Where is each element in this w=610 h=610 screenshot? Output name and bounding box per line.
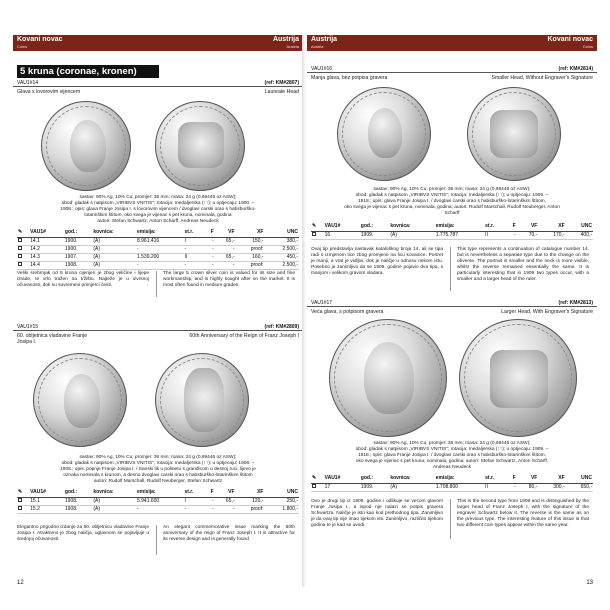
section-title: 5 kruna (coronae, kronen) <box>17 65 159 78</box>
cell: 160,- <box>236 253 265 261</box>
cell: I <box>183 237 204 245</box>
spec-line: 1908.; opis: glava Franje Josipa I. s lovorovim vijencem / dvoglavi carski orao s habsburško- <box>60 207 256 212</box>
cell: 1.539.200 <box>136 253 183 261</box>
header-left-title: Austrija <box>311 36 338 43</box>
cell: - <box>205 253 215 261</box>
spec-line: obod: gladak s natpisom „VIRIBVS VNITIS"; rotacija: medaljerska (↑↑); u optjecaju: 1909. – <box>355 193 549 198</box>
price-table <box>311 475 593 492</box>
right-page <box>307 35 597 587</box>
col-header: VAU1# <box>324 475 360 483</box>
coin-reverse-image <box>467 87 561 181</box>
title-english: Laureate Head <box>264 89 299 95</box>
cell: 1.800,- <box>264 505 299 513</box>
catalog-line <box>307 65 597 73</box>
note-croatian: Ovaj tip predstavlja nastavak kataloškog broja 14, ali se tipa radi o izmjenom lice zbog promjene na licu kovanice. Portret je manji, a vrat je vidljivi, dok je naličje u odnosu nekom istu. Posebno je zanimljivo da se 1909. godine pojavio dva tipa, s manjom i velikom gravom vladara. <box>311 247 443 276</box>
cell: 1908. <box>64 497 92 505</box>
cell: 14.4 <box>29 261 64 269</box>
col-header: XF <box>236 229 265 237</box>
cell: 150,- <box>236 237 265 245</box>
col-header: XF <box>538 475 565 483</box>
cell: 650,- <box>566 483 593 491</box>
cell: - <box>136 245 183 253</box>
spec-line: sastav: 90% Ag, 10% Cu; promjer: 36 mm; masa: 24 g (0,69446 oz ASW); <box>79 455 237 460</box>
column-divider <box>450 499 451 539</box>
coin-obverse-image <box>329 319 447 437</box>
cell: proof: <box>236 505 265 513</box>
cell: 70,- <box>517 231 539 239</box>
cell: 1.708.800 <box>435 483 484 491</box>
cell: I <box>183 497 204 505</box>
col-header: st.r. <box>183 229 204 237</box>
cell: - <box>205 505 215 513</box>
km-reference: (ref: KM#2809) <box>264 324 299 330</box>
table-row <box>311 231 593 239</box>
catalog-number: VAU1#17 <box>311 300 333 306</box>
cell: 1909. <box>360 483 390 491</box>
catalog-line <box>13 79 303 87</box>
cell: - <box>215 505 236 513</box>
title-croatian: Glava s lovorovim vijencem <box>17 89 81 95</box>
catalog-number: VAU1#14 <box>17 80 39 86</box>
note-english: The large 5 crown silver coin is valued for its size and fine workmanship, and is highly sought after on the market. It is most often found in medium grades. <box>163 271 295 288</box>
spec-line: sastav: 90% Ag, 10% Cu; promjer: 36 mm; masa: 24 g (0,69446 oz ASW); <box>373 187 531 192</box>
col-header: F <box>205 229 215 237</box>
cell: 2.500,- <box>264 245 299 253</box>
specifications <box>23 455 293 485</box>
column-divider <box>156 525 157 555</box>
cell: 16 <box>324 231 360 239</box>
cell: 1908. <box>64 505 92 513</box>
coin-entry <box>13 323 303 577</box>
cell: (A) <box>92 237 136 245</box>
coin-obverse-image <box>33 353 127 447</box>
cell: proof: <box>236 245 265 253</box>
spec-line: obod: gladak s natpisom „VIRIBVS VNITIS"; rotacija: medaljerska (↑↑); u optjecaju: 1900. – <box>61 201 255 206</box>
cell: - <box>183 505 204 513</box>
page-number: 12 <box>17 580 24 586</box>
spec-line: Scharff <box>444 211 460 216</box>
cell: 15.2 <box>29 505 64 513</box>
cell: 65,- <box>215 497 236 505</box>
checkbox[interactable] <box>312 232 316 236</box>
col-header: god.: <box>64 229 92 237</box>
checkbox[interactable] <box>18 498 22 502</box>
cell: 300,- <box>538 483 565 491</box>
col-header: emisija: <box>435 223 484 231</box>
column-divider <box>450 247 451 291</box>
coin-reverse-image <box>155 101 245 191</box>
specifications <box>317 441 587 471</box>
col-header: god.: <box>360 475 390 483</box>
note-croatian: Ovo je drugi tip iz 1909. godine i odlikuje se većom glavom Franje Josipa I., a ispod nje nalazi se potpis gravera Schwartza. Naličje je isto kao kod prethodnog tipa. Zanimljivo je da ovaj tip nije imao tijekom isti. Zanimljivo, različito tijekom godina te je kad se uvodi. <box>311 499 443 528</box>
col-header: VAU1# <box>29 489 64 497</box>
spec-line: sastav: 90% Ag, 10% Cu; promjer: 36 mm; masa: 24 g (0,69446 oz ASW); <box>373 441 531 446</box>
cell: 15.1 <box>29 497 64 505</box>
table-header <box>311 223 593 231</box>
note-english: This is the second type from 1909 and is distinguished by the larger head of Franz Joseph I, with the signature of the engraver Schwartz below it. The reverse is the same as on the previous type. The interesting feature of this issue is that two different coin types appear within the same year. <box>457 499 589 528</box>
cell: - <box>136 261 183 269</box>
left-page-header <box>13 35 303 51</box>
cell: II <box>484 231 506 239</box>
col-header: kovnica: <box>389 475 434 483</box>
cell: 14.3 <box>29 253 64 261</box>
cell: 450,- <box>264 253 299 261</box>
catalog-number: VAU1#15 <box>17 324 39 330</box>
spec-line: 1908.; opis: popnje Franje Josipa I. / Sanski lik u polinetu s granđicom u desnoj ruci, lijevo je <box>60 467 256 472</box>
cell: - <box>205 261 215 269</box>
cell: 250,- <box>264 497 299 505</box>
catalog-line <box>307 299 597 307</box>
specifications <box>23 195 293 225</box>
km-reference: (ref: KM#2807) <box>264 80 299 86</box>
cell: (A) <box>92 497 136 505</box>
price-table <box>17 229 299 270</box>
spec-line: sastav: 90% Ag, 10% Cu; promjer: 36 mm; masa: 24 g (0,69446 oz ASW); <box>79 195 237 200</box>
col-header: XF <box>538 223 565 231</box>
coin-entry <box>307 65 597 305</box>
edit-icon: ✎ <box>17 489 29 497</box>
cell: II <box>484 483 506 491</box>
km-reference: (ref: KM#2814) <box>558 66 593 72</box>
spec-line: lotarinškim štitom, oko svega je vijenac s pet kruna, nominala, godina <box>84 213 232 218</box>
spec-line: oznaka nominala s krunom, a desno dvoglavi carski orao s habsburško-lotarinškim štitom <box>63 473 253 478</box>
cell: - <box>183 261 204 269</box>
header-right-subtitle: Austria <box>286 44 299 49</box>
cell: (A) <box>389 231 434 239</box>
cell: 65,- <box>215 253 236 261</box>
col-header: st.r. <box>484 223 506 231</box>
table-row <box>311 483 593 491</box>
cell: 5.941.600 <box>136 497 183 505</box>
col-header: VF <box>215 229 236 237</box>
cell: 170,- <box>538 231 565 239</box>
cell: 1908. <box>64 261 92 269</box>
coin-entry <box>13 79 303 287</box>
cell: 2.500,- <box>264 261 299 269</box>
spec-line: oko svega je vijenac s pet kruna, nominala, godina; autori: Rudolf Marschall, Rudolf Neuberger, Anton <box>344 205 560 210</box>
col-header: XF <box>236 489 265 497</box>
cell: - <box>183 245 204 253</box>
title-croatian: Veća glava, s potpisom gravera <box>311 309 384 315</box>
title-croatian: 60. obljetnica vladavine Franje Josipa I. <box>17 333 88 345</box>
spec-line: obod: gladak s natpisom „VIRIBVS VNITIS"; rotacija: medaljerska (↑↑); u optjecaju: 1909. – <box>355 447 549 452</box>
col-header: emisija: <box>136 229 183 237</box>
cell: proof: <box>236 261 265 269</box>
checkbox[interactable] <box>312 484 316 488</box>
right-page-header <box>307 35 597 51</box>
table-header <box>311 475 593 483</box>
left-page <box>13 35 303 587</box>
specifications <box>317 187 587 217</box>
cell: (A) <box>92 253 136 261</box>
col-header: VAU1# <box>324 223 360 231</box>
table-row <box>17 253 299 261</box>
cell: (A) <box>389 483 434 491</box>
book-gutter <box>302 35 306 587</box>
checkbox[interactable] <box>18 246 22 250</box>
coin-reverse-image <box>155 353 249 447</box>
table-row <box>17 505 299 513</box>
page-number: 13 <box>586 580 593 586</box>
cell: 17 <box>324 483 360 491</box>
table-header <box>17 489 299 497</box>
col-header: UNC <box>264 229 299 237</box>
edit-icon: ✎ <box>311 475 324 483</box>
coin-entry <box>307 299 597 579</box>
column-divider <box>156 271 157 297</box>
cell: 80,- <box>517 483 539 491</box>
col-header: VAU1# <box>29 229 64 237</box>
col-header: kovnica: <box>389 223 434 231</box>
checkbox[interactable] <box>18 506 22 510</box>
col-header: st.r. <box>183 489 204 497</box>
col-header: F <box>205 489 215 497</box>
col-header: st.r. <box>484 475 506 483</box>
spec-line: oko svega je vijenac s pet kruna, nominala, godina; autori: Stefan Schwartz, Anton Scharff, <box>355 459 549 464</box>
spec-line: autori: Stefan Schwartz, Anton Scharff, Andreas Neudeck <box>97 219 219 224</box>
title-croatian: Manja glava, bez potpisa gravera <box>311 75 388 81</box>
table-row <box>17 237 299 245</box>
col-header: VF <box>215 489 236 497</box>
cell: - <box>205 497 215 505</box>
table-row <box>17 497 299 505</box>
col-header: UNC <box>566 223 593 231</box>
col-header: emisija: <box>136 489 183 497</box>
cell: (A) <box>92 261 136 269</box>
cell: 120,- <box>236 497 265 505</box>
col-header: emisija: <box>435 475 484 483</box>
header-right-title: Kovani novac <box>547 36 593 43</box>
col-header: VF <box>517 475 539 483</box>
header-left-subtitle: Coins <box>17 44 28 49</box>
cell: (A) <box>92 245 136 253</box>
spec-line: 1918.; opis: glava Franje Josipa I. / dvoglavi carski orao s habsburško-lotarinškim štitom, <box>358 453 546 458</box>
cell: - <box>215 261 236 269</box>
note-croatian: Veliki srebrnjak od 5 kruna cijenjen je zbog veličine i lijepe izrade, te vrlo tražen na tržištu. Najteže je u izvrsnoj očuvanosti, dok su suvremeni primjerci česti. <box>17 271 149 288</box>
col-header: VF <box>517 223 539 231</box>
cell: - <box>136 505 183 513</box>
table-row <box>17 261 299 269</box>
col-header: UNC <box>264 489 299 497</box>
km-reference: (ref: KM#2813) <box>558 300 593 306</box>
col-header: god.: <box>360 223 390 231</box>
col-header: F <box>506 223 516 231</box>
title-english: Smaller Head, Without Engraver's Signature <box>491 75 593 81</box>
cell: 14.1 <box>29 237 64 245</box>
table-row <box>17 245 299 253</box>
checkbox[interactable] <box>18 262 22 266</box>
col-header: god.: <box>64 489 92 497</box>
col-header: kovnica: <box>92 489 136 497</box>
cell: (A) <box>92 505 136 513</box>
header-left-title: Kovani novac <box>17 36 63 43</box>
catalog-line <box>13 323 303 331</box>
note-english: An elegant commemorative issue marking the 60th anniversary of the reign of Franz Joseph I. It is attractive for its reverse design and is generally found <box>163 525 295 542</box>
coin-obverse-image <box>41 101 131 191</box>
title-english: Larger Head, With Engraver's Signature <box>501 309 593 315</box>
col-header: UNC <box>566 475 593 483</box>
cell: 1907. <box>64 253 92 261</box>
note-croatian: Elegantno prigodno izdanje za 60. obljetnicu vladavine Franje Josipa I. Atraktivno je zbog naličja, uglavnom se pojavljuje u srednjoj očuvanosti. <box>17 525 149 542</box>
cell: II <box>183 253 204 261</box>
cell: - <box>205 237 215 245</box>
cell: - <box>506 483 516 491</box>
edit-icon: ✎ <box>17 229 29 237</box>
spec-line: Andreas Neudeck <box>432 465 472 470</box>
cell: - <box>506 231 516 239</box>
header-right-title: Austrija <box>272 36 299 43</box>
cell: 65,- <box>215 237 236 245</box>
title-english: 60th Anniversary of the Reign of Franz Joseph I <box>189 333 299 339</box>
cell: 1909. <box>360 231 390 239</box>
spec-line: 1918.; opis: glava Franje Josipa I. / dvoglavi carski orao s habsburško-lotarinškim štitom, <box>358 199 546 204</box>
spec-line: autori: Rudolf Marschall, Rudolf Neuberger, Stefan Schwartz <box>93 479 223 484</box>
cell: - <box>205 245 215 253</box>
coin-reverse-image <box>459 319 577 437</box>
cell: - <box>215 245 236 253</box>
cell: 8.961.416 <box>136 237 183 245</box>
catalog-number: VAU1#16 <box>311 66 333 72</box>
coin-obverse-image <box>337 87 431 181</box>
cell: 380,- <box>264 237 299 245</box>
cell: 400,- <box>566 231 593 239</box>
cell: 14.2 <box>29 245 64 253</box>
header-right-subtitle: Coins <box>582 44 593 49</box>
cell: 1.775.787 <box>435 231 484 239</box>
cell: 1900. <box>64 237 92 245</box>
note-english: This type represents a continuation of catalogue number 14, but is nevertheless a separate type due to the change on the obverse. The portrait is smaller and the neck is more visible, whilst the reverse remained essentially the same. It is particularly interesting that in 1909 two types occur, with a smaller and a larger head of the ruler. <box>457 247 589 282</box>
checkbox[interactable] <box>18 238 22 242</box>
cell: 1900. <box>64 245 92 253</box>
header-left-subtitle: Austria <box>311 44 324 49</box>
edit-icon: ✎ <box>311 223 324 231</box>
col-header: F <box>506 475 516 483</box>
price-table <box>311 223 593 240</box>
spec-line: obod: gladak s natpisom „VIRIBVS VNITIS"; rotacija: medaljerska (↑↑); u optjecaju: 1908. – <box>61 461 255 466</box>
table-header <box>17 229 299 237</box>
checkbox[interactable] <box>18 254 22 258</box>
price-table <box>17 489 299 514</box>
col-header: kovnica: <box>92 229 136 237</box>
